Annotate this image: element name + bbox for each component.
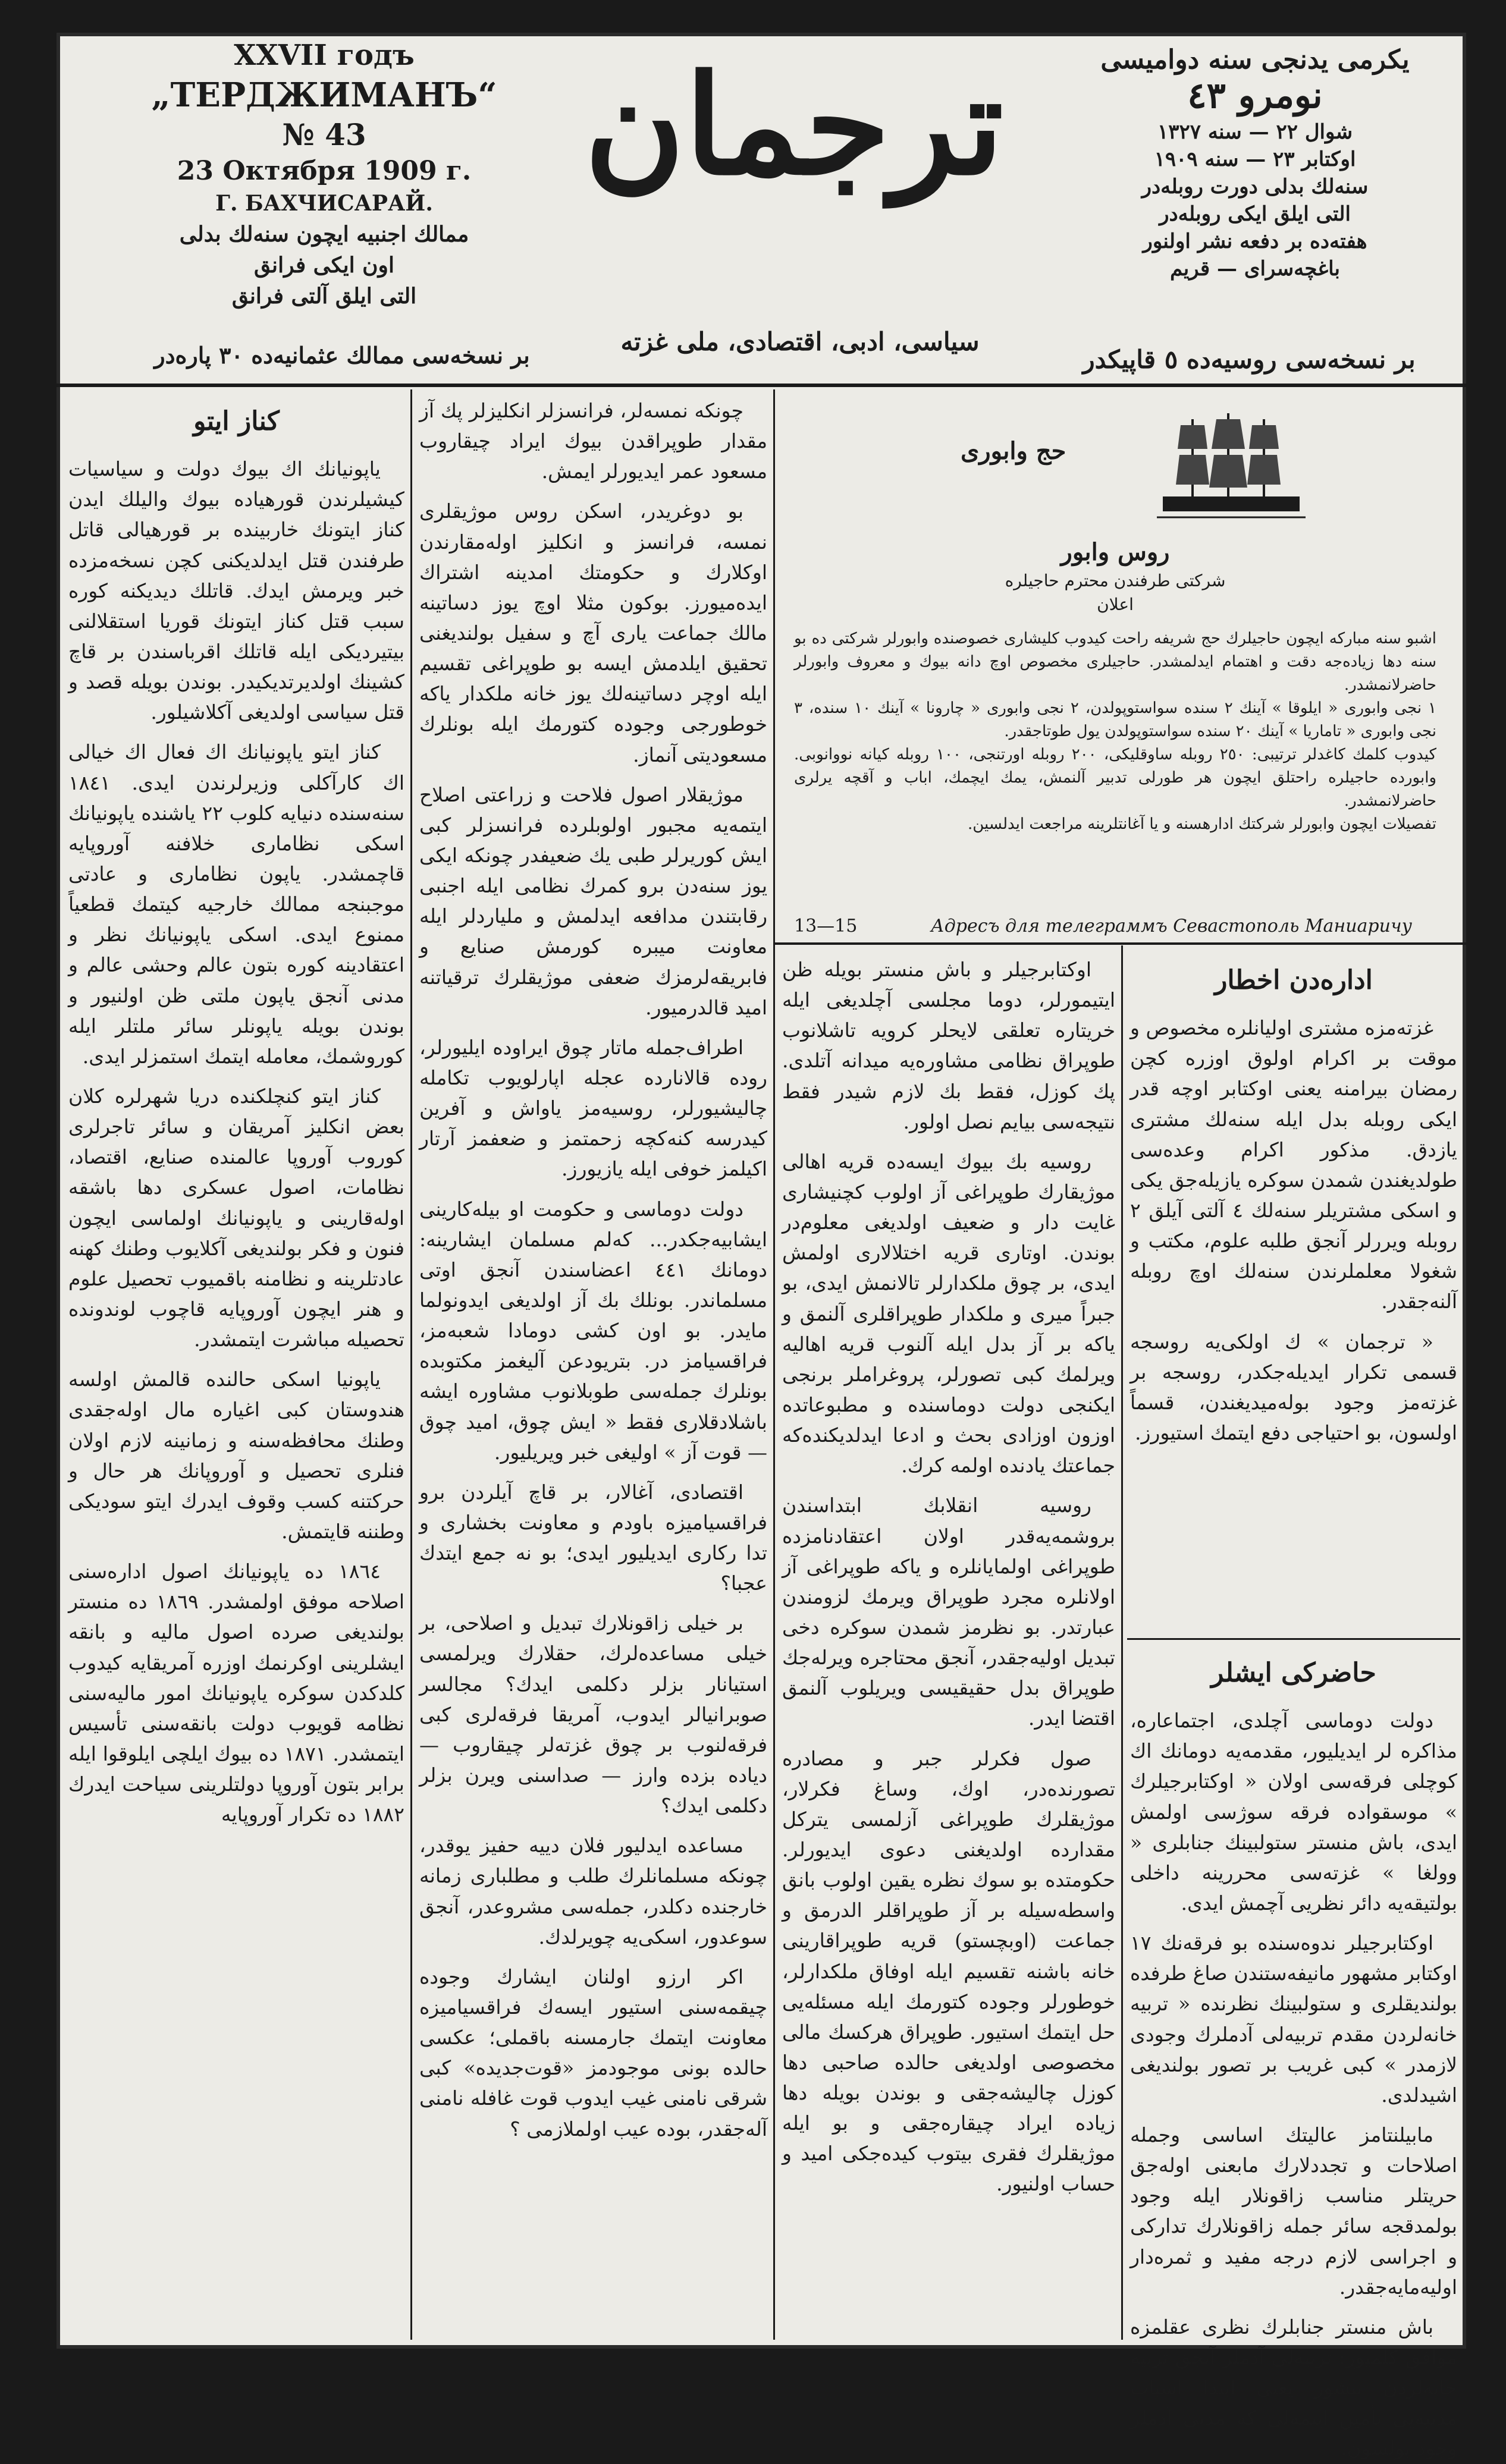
- paragraph: روسيه بك بيوك ايسه‌ده قريه اهالى موژيقارك طوپراغى آز اولوب كچنيشارى غايت دار و ضعيف اولديغى معلوم‌در بوندن. اوتارى قريه اختلالارى اولمش ايدى، بر چوق ملكدارلر تالانمش ايدى، بو جبراً ميرى و ملكدار طوپراقلرى آلنمق و ياكه بر آز بدل ايله آلنوب قريه اهاليه ويرلمك كبى تصورلر، پروغراملر برنجى ايكنجى دولت دوماسنده و مطبوعاتده اوزون اوزادى بحث و ادعا ايدلديكنده‌كه جماعتك يادنده اولمه كرك.: [782, 1149, 1115, 1478]
- yearly-price: سنه‌لك بدلى دورت روبله‌در: [1141, 175, 1369, 199]
- paragraph: باش منستر جنابلرك نظرى عقلمزه موافق كلميور: تربيه‌لى آدملر آنجق تربيه خانه‌لردن يتشور يعنى ابتدا اسباب مدنيه‌يى تأمين ايتمه‌لى كه مدنى آدملر وجود بولسون.: [1130, 2315, 1457, 2460]
- masthead-year: XXVII годъ: [234, 39, 415, 72]
- paragraph: ياپونيانك اك بيوك دولت و سياسيات كيشيلرندن قورهياده بيوك واليلك ايدن كناز ايتونك خاربينده بر قورهيالى قاتل طرفندن قتل ايدلديكنى كچن نسخه‌مزده خبر ويرمش ايدك. قاتلك ديديكنه كوره سبب قتل كناز ايتونك قوريا استقلالنى بيتيرديكى ايله قاتلك اقرباسندن بر قاچ كشينك اولديرتديكيدر. بوندن بويله قصد و قتل سياسى اولديغى آكلاشيلور.: [68, 457, 404, 724]
- issue-number: نومرو ٤٣: [1187, 75, 1323, 117]
- ship-ad-rule: [775, 942, 1466, 945]
- paragraph: كناز ايتو ياپونيانك اك فعال اك خيالى اك كارآكلى وزيرلرندن ايدى. ١٨٤١ سنه‌سنده دنيايه كلوب ٢٢ ياشنده ياپونيانك اسكى نظامارى خلافنه آوروپايه قاچمشدر. ياپون نظامارى و عادتى موجبنجه ممالك خارجيه كيتمك قطعياً ممنوع ايدى. اسكى ياپونيانك نظر و اعتقادينه كوره بتون عالم وحشى عالم و مدنى آنجق ياپون ملتى ظن اولنيور و بوندن بويله ياپونلر سائر ملتلر ايله كوروشمك، معامله ايتمك استمزلر ايدى.: [68, 740, 404, 1068]
- paragraph: موژيقلار اصول فلاحت و زراعتى اصلاح ايتمه‌يه مجبور اولوبلرده فرانسزلر كبى ايش كوريرلر طبى يك ضعيفدر چونكه ايكى يوز سنه‌دن برو كمرك نظامى ايله اجنبى رقابتندن مدافعه ايدلمش و ملياردلر ايله معاونت ميبره كورمش صنايع و فابريقه‌لرمزك ضعفى موژيقلرك ترقياتنه اميد قالدرميور.: [419, 782, 767, 1019]
- paragraph: اوكتابرجيلر ندوه‌سنده بو فرقه‌نك ١٧ اوكتابر مشهور مانيفه‌ستندن صاغ طرفده بولنديقلرى و ستولبينك نظرنده « تربيه خانه‌لردن مقدم تربيه‌لى آدملرك وجودى لازمدر » كبى غريب بر تصور بولنديغى اشيدلدى.: [1130, 1931, 1457, 2107]
- paragraph: چونكه نمسه‌لر، فرانسزلر انكليزلر پك آز مقدار طوپراقدن بيوك ايراد چيقاروب مسعود عمر ايديورلر ايمش.: [419, 399, 767, 483]
- masthead-number: № 43: [282, 117, 366, 152]
- ship-ad-line: ١ نجى وابورى « ايلوقا » آينك ٢ سنده سواستوپولدن، ٢ نجى وابورى « چارونا » آينك ١٠ سنده، ٣ نجى وابورى « تاماريا » آينك ٢٠ سنده سواستوپولدن يول طوتاجقدر.: [794, 699, 1436, 740]
- ship-ad-line: تفصيلات ايچون وابورلر شركتك ادارهسنه و يا آغانتلرينه مراجعت ايدلسين.: [967, 815, 1436, 833]
- masthead-right: [1062, 45, 1448, 281]
- place-line: باغچه‌سراى — قريم: [1170, 257, 1340, 281]
- column-rule-1: [410, 389, 412, 2340]
- volume-line: يكرمى يدنجى سنه دوامیسی: [1100, 45, 1410, 75]
- title-block: [580, 45, 1008, 312]
- article-heading-notice: اداره‌دن اخطار: [1215, 965, 1373, 995]
- masthead-name-ru: „ТЕРДЖИМАНЪ“: [151, 76, 497, 115]
- foreign-price-2: اون ايكى فرانق: [254, 253, 394, 278]
- paragraph: كناز ايتو كنچلكنده دريا شهرلره كلان بعض انكليز آمريقان و سائر تاجرلرى كوروب آوروپا عالمنده صنايع، اقتصاد، نظامات، اصول عسكرى دها باشقه اوله‌قارينى و ياپونيانك اولماسى ايچون فنون و فكر بولنديغى آكلايوب وطنك كهنه عادتلرينه و نظامنه باقميوب تحصيل علوم و هنر ايچون آوروپايه قاچوب لوندونده تحصيله مباشرت ايتمشدر.: [68, 1085, 404, 1352]
- paragraph: بر خيلى زاقونلارك تبديل و اصلاحى، بر خيلى مساعده‌لرك، حقلارك ويرلمسى استيانار بزلر دكلمى ايدك؟ مجالسر صوبرانيالر ايدوب، آمريقا فرقه‌لرى كبى فرقه‌لنوب بر چوق غزته‌لر چيقاروب — دياده بزده وارز — صداسنى ويرن بزلر دكلمى ايدك؟: [419, 1611, 767, 1818]
- paragraph: اطراف‌جمله ماتار چوق ايراوده ايليورلر، روده قالانارده عجله اپارلويوب تكامله چاليشيورلر، روسيه‌مز ياواش و آفرين كيدرسه كنه‌كچه زحمتمز و ضعفمز آرتار اكيلمز خوفى ايله يازيورز.: [419, 1035, 767, 1181]
- column-3: [782, 954, 1115, 2340]
- newspaper-subtitle: سياسى، ادبى، اقتصادى، ملى غزته: [620, 327, 980, 356]
- paragraph: ياپونيا اسكى حالنده قالمش اولسه هندوستان كبى اغياره مال اوله‌جقدى وطنك محافظه‌سنه و زمانينه لازم اولان فنلرى تحصيل و آوروپانك هر حال و حركتنه كسب وقوف ايدرك ايتو سوديكى وطننه قايتمش.: [68, 1368, 404, 1543]
- hijri-date: شوال ٢٢ — سنه ١٣٢٧: [1157, 120, 1353, 144]
- halfyear-price: التى ايلق ايكى روبله‌در: [1159, 202, 1351, 226]
- newspaper-title: ترجمان: [584, 45, 1004, 206]
- price-russia: بر نسخه‌سى روسيه‌ده ٥ قاپيكدر: [1083, 345, 1416, 374]
- paragraph: روسيه انقلابك ابتداسندن بروشمه‌يه‌قدر اولان اعتقادنامزده طوپراغى اولمايانلره و ياكه طوپراغى آز اولانلره مجرد طوپراق ويرمك لزومندن عبارتدر. بو نظرمز شمدن سوكره دخى تبديل اوليه‌جقدر، آنجق محتاجره ويرله‌جك طوپراق بدل حقيقيسى ويريلوب آلنمق اقتضا ايدر.: [782, 1494, 1115, 1730]
- paragraph: بو دوغريدر، اسكن روس موژيقلرى نمسه، فرانسز و انكليز اوله‌مقارندن اوكلارك و حكومتك امدينه اشتراك ايده‌ميورز. بوكون مثلا اوچ يوز دساتينه مالك جماعت يارى آچ و سفيل بولنديغنى تحقيق ايلدمش ايسه بو طوپراغى تقسيم ايله اوچر دساتينه‌لك يوز خانه ملكدار ياكه خوطورجى وجوده كتورمك ايله بونلرك مسعوديتى آنماز.: [419, 499, 767, 766]
- ship-ad-line: كيدوب كلمك كاغدلر ترتيبى: ٢٥٠ روبله ساوقليكى، ٢٠٠ روبله اورتنجى، ١٠٠ روبله كيانه نووانوبى. وابورده حاجيلره راحتلق ايچون هر طورلى تدبير آلنمش، يمك ايچمك، اباب و آقچه يرلرى حاضرلانمشدر.: [794, 746, 1436, 810]
- column-editorial-notice: [1130, 954, 1457, 1632]
- foreign-price-1: ممالك اجنبيه ايچون سنه‌لك بدلى: [179, 222, 469, 247]
- gregorian-date: اوكتابر ٢٣ — سنه ١٩٠٩: [1154, 147, 1356, 171]
- price-ottoman: بر نسخه‌سى ممالك عثمانيه‌ده ٣٠ پاره‌در: [154, 342, 530, 369]
- section-rule: [1127, 1638, 1460, 1640]
- column-rule-2: [773, 389, 775, 2340]
- header-rule: [57, 384, 1466, 387]
- paragraph: دولت دوماسى و حكومت او بيله‌كارينى ايشابيه‌جكدر... كه‌لم مسلمان ايشارينه: دومانك ٤٤١ اعضاسندن آنجق اوتى مسلماندر. بونلك بك آز اولديغى ايدونولما مايدر. بو اون كشى دومادا شعبه‌مز، فراقسيامز در. بتريودعن آليغمز مكتوبده بونلرك جمله‌سى طوبلانوب مشاوره ايشه باشلادقلارى فقط « ايش چوق، اميد چوق — قوت آز » اوليغى خبر ويريليور.: [419, 1197, 767, 1464]
- paragraph: مساعده ايدليور فلان دييه حفيز يوقدر، چونكه مسلمانلرك طلب و مطلبارى زمانه خارجنده دكلدر، جمله‌سى مشروعدر، آنجق سوعدور، اسكى‌يه چويرلدك.: [419, 1834, 767, 1948]
- paragraph: دولت دوماسى آچلدى، اجتماعاره، مذاكره لر ايديليور، مقدمه‌يه دومانك اك كوچلى فرقه‌سى اولان « اوكتابرجيلرك » موسقواده فرقه سوژسى اولمش ايدى، باش منستر ستولبينك جنابلرى « وولغا » غزته‌سى محررينه داخلى بولتيقه‌يه دائر نظريى آچمش ايدى.: [1130, 1709, 1457, 1915]
- ship-ad-title: حج وابورى: [961, 437, 1066, 465]
- steamship-illustration: [1157, 407, 1306, 526]
- paragraph: اكر ارزو اولنان ايشارك وجوده چيقمه‌سنى استيور ايسه‌ك فراقسياميزه معاونت ايتمك جارمسنه باقملى؛ عكسى حالده بونى موجودمز «قوت‌جديده» كبى شرقى نامنى غيب ايدوب قوت غافله نامنى آله‌جقدر، بوده عيب اولملازمى ؟: [419, 1965, 767, 2141]
- newspaper-page: [57, 33, 1466, 2460]
- ship-ad-announcement: اعلان: [1097, 595, 1134, 614]
- paragraph: ١٨٦٤ ده ياپونيانك اصول اداره‌سنى اصلاحه موفق اولمشدر. ١٨٦٩ ده منستر بولنديغى صرده اصول ماليه و بانقه ايشلرينى اوكرنمك اوزره آمريقايه كيدوب كلدكدن سوكره ياپونيانك امور ماليه‌سنى نظامه قويوب دولت بانقه‌سنى تأسيس ايتمشدر. ١٨٧١ ده بيوك ايلچى ايلوقوا ايله برابر بتون آوروپا دولتلرينى سياحت ايدرك ١٨٨٢ ده تكرار آوروپايه: [68, 1560, 404, 1827]
- ship-ad-subtitle: شركتى طرفندن محترم حاجيلره: [1005, 571, 1226, 590]
- paragraph: اقتصادى، آغالار، بر قاچ آيلردن برو فراقسياميزه باودم و معاونت بخشارى و تدا ركارى ايديليور ايدى؛ بو نه جمع ايتدك عجبا؟: [419, 1480, 767, 1595]
- ship-ad-body: [794, 627, 1436, 836]
- paragraph: صول فكرلر جبر و مصادره تصورنده‌در، اوك، وساغ فكرلار، موژيقلرك طوپراغى آزلمسى يتركل مقدارده اولديغنى دعوى ايديورلر. حكومتده بو سوك نظره يقين اولوب بانق واسطه‌سيله بر آز طوپراقلر الدرمق و جماعت (اوبچستو) قريه طوپراقارينى خانه باشنه تقسيم ايله اوفاق ملكدارلر، خوطورلر وجوده كتورمك ايله مسئله‌يى حل ايتمك استيور. طوپراق هركسك مالى مخصوصى اولديغى حالده صاحبى دها كوزل چاليشه‌جقى و بوندن بويله دها زياده ايراد چيقاره‌جقى و بو ايله موژيقلرك فقرى بيتوب كيده‌جكى اميد و حساب اولنيور.: [782, 1746, 1115, 2196]
- ship-ad-code: 13—15: [794, 916, 858, 936]
- column-kenaz-ito: [68, 395, 404, 2340]
- article-heading-ito: كناز ايتو: [193, 406, 280, 436]
- ship-advertisement: [782, 389, 1448, 942]
- weekly-note: هفته‌ده بر دفعه نشر اولنور: [1143, 230, 1367, 253]
- column-current-affairs: [1130, 1647, 1457, 2460]
- column-2: [419, 395, 767, 2340]
- column-rule-3: [1121, 945, 1123, 2340]
- foreign-price-3: التى ايلق آلتى فرانق: [231, 284, 417, 309]
- paragraph: « ترجمان » ك اولكى‌يه روسجه قسمى تكرار ايديله‌جكدر، روسجه بر غزته‌مز وجود بوله‌ميديغندن، قسماً اولسون، بو احتياجى دفع ايتمك استيورز.: [1130, 1330, 1457, 1445]
- paragraph: اوكتابرجيلر و باش منستر بويله ظن ايتيمورلر، دوما مجلسى آچلديغى ايله خريتاره تعلقى لايحلر كرويه تاشلانوب طوپراق نظامى مشاوره‌يه ميدانه آتلدى. پك كوزل، فقط بك لازم شيدر فقط نتيجه‌سى بيايم نصل اولور.: [782, 958, 1115, 1133]
- paragraph: غزته‌مزه مشترى اوليانلره مخصوص و موقت بر اكرام اولوق اوزره كچن رمضان بيرامنه يعنى اوكتابر اوچه قدر ايكى روبله بدل ايله سنه‌لك مشترى يازدق. مذكور اكرام وعده‌سى طولديغندن شمدن سوكره يازيله‌جق يكى و اسكى مشتريلر سنه‌لك ٤ آلتى آيلق ٢ روبله ويررلر آنجق طلبه علوم، مكتب و شغولا معلملرندن سنه‌لك اوچ روبله آلنه‌جقدر.: [1130, 1016, 1457, 1313]
- ship-ad-telegram-address: Адресъ для телеграммъ Севастополь Маниаричу: [931, 916, 1413, 936]
- ship-company-name: روس وابور: [1061, 538, 1170, 566]
- article-heading-current: حاضركى ايشلر: [1211, 1658, 1376, 1688]
- paragraph: مابيلنتامز عاليتك اساسى وجمله اصلاحات و تجددلارك مابعنى اوله‌جق حريتلر مناسب زاقونلار ايله وجود بولمدقجه سائر جمله زاقونلارك تداركى و اجراسى لازم درجه مفيد و ثمره‌دار اوليه‌مايه‌جقدر.: [1130, 2123, 1457, 2299]
- masthead-city-ru: Г. БАХЧИСАРАЙ.: [215, 191, 433, 216]
- ship-ad-line: اشبو سنه مباركه ايچون حاجيلرك حج شريفه راحت كيدوب كليشارى خصوصنده وابورلر شركتى ده بو سنه دها زياده‌جه دقت و اهتمام ايدلمشدر. حاجيلرى مخصوص اوچ دانه بيوك و معروف وابورلر حاضرلانمشدر.: [794, 630, 1436, 694]
- masthead-date-ru: 23 Октября 1909 г.: [177, 156, 472, 186]
- ship-ad-footer: [794, 916, 1436, 936]
- masthead-left: [134, 39, 514, 309]
